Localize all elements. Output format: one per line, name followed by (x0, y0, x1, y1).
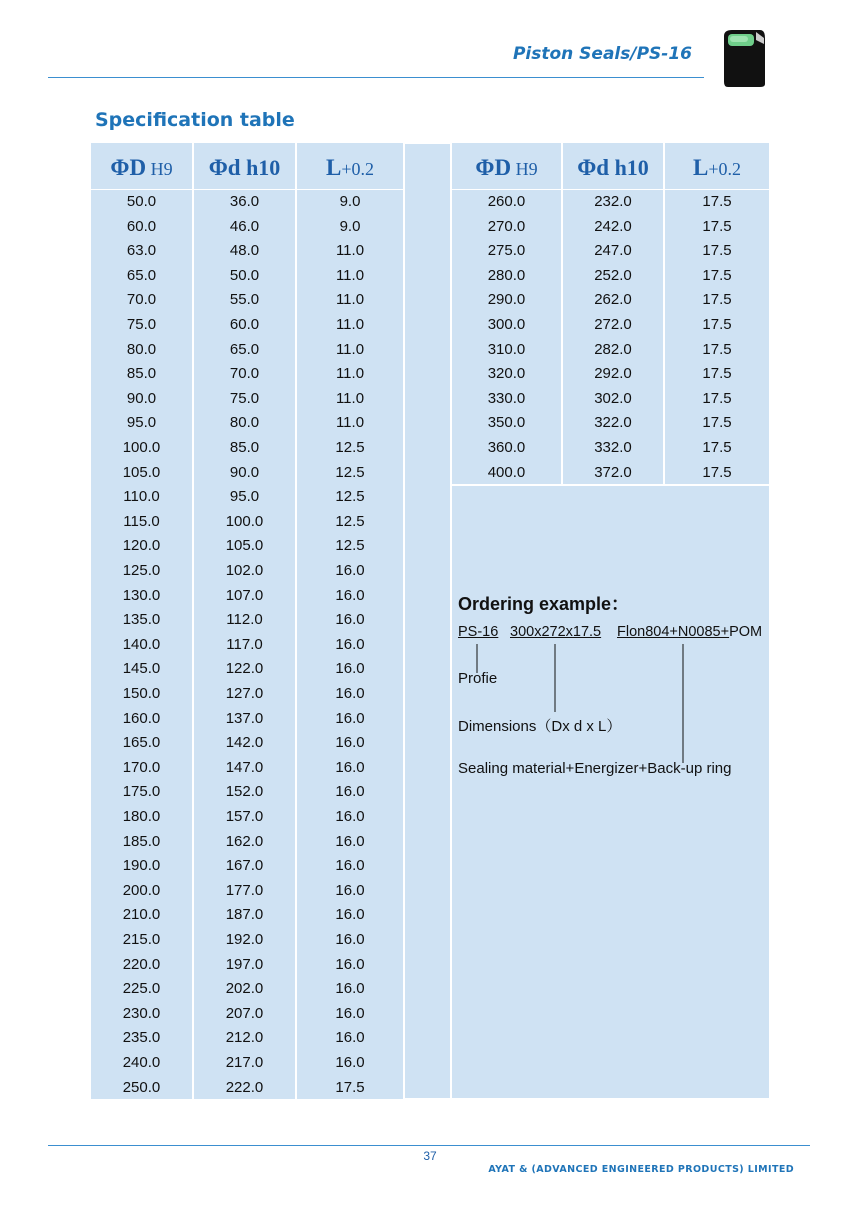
table-cell: 117.0 (194, 633, 295, 656)
table-cell: 372.0 (563, 461, 663, 484)
ordering-code-material-rest: POM (729, 624, 763, 640)
ordering-label-material: Sealing material+Energizer+Back-up ring (458, 760, 732, 777)
table-cell: 102.0 (194, 559, 295, 582)
table-cell: 192.0 (194, 928, 295, 951)
table-cell: 322.0 (563, 411, 663, 434)
table-cell: 320.0 (452, 362, 561, 385)
table-cell: 36.0 (194, 190, 295, 213)
table-cell: 16.0 (297, 731, 403, 754)
table-cell: 16.0 (297, 608, 403, 631)
table-cell: 16.0 (297, 928, 403, 951)
table-cell: 360.0 (452, 436, 561, 459)
table-cell: 80.0 (91, 338, 192, 361)
table-cell: 105.0 (194, 534, 295, 557)
table-cell: 150.0 (91, 682, 192, 705)
table-cell: 17.5 (665, 190, 769, 213)
ordering-label-dimensions: Dimensions（Dx d x L） (458, 718, 622, 735)
table-cell: 16.0 (297, 1002, 403, 1025)
ordering-code-material-underlined: Flon804+N0085+ (617, 624, 730, 640)
table-cell: 282.0 (563, 338, 663, 361)
table-cell: 252.0 (563, 264, 663, 287)
section-title: Specification table (95, 109, 295, 131)
table-cell: 16.0 (297, 805, 403, 828)
table-cell: 200.0 (91, 879, 192, 902)
table-cell: 16.0 (297, 879, 403, 902)
table-cell: 12.5 (297, 534, 403, 557)
table-cell: 16.0 (297, 780, 403, 803)
table-cell: 11.0 (297, 313, 403, 336)
table-cell: 177.0 (194, 879, 295, 902)
table-cell: 70.0 (91, 288, 192, 311)
table-cell: 65.0 (91, 264, 192, 287)
table-cell: 330.0 (452, 387, 561, 410)
table-cell: 107.0 (194, 584, 295, 607)
table-cell: 215.0 (91, 928, 192, 951)
table-cell: 11.0 (297, 288, 403, 311)
header-title: Piston Seals/PS-16 (512, 44, 692, 64)
table-cell: 17.5 (665, 288, 769, 311)
table-cell: 262.0 (563, 288, 663, 311)
table-cell: 112.0 (194, 608, 295, 631)
header-outer-diameter-right (452, 143, 561, 189)
table-cell: 75.0 (194, 387, 295, 410)
ordering-example (458, 588, 770, 788)
table-cell: 180.0 (91, 805, 192, 828)
table-cell: 300.0 (452, 313, 561, 336)
table-cell: 16.0 (297, 756, 403, 779)
header-inner-diameter (194, 143, 295, 189)
table-cell: 17.5 (665, 239, 769, 262)
table-cell: 16.0 (297, 977, 403, 1000)
table-cell: 11.0 (297, 411, 403, 434)
header-inner-diameter-symbol: Φd (208, 155, 241, 180)
table-cell: 55.0 (194, 288, 295, 311)
table-cell: 16.0 (297, 1051, 403, 1074)
table-cell: 85.0 (91, 362, 192, 385)
table-cell: 17.5 (665, 313, 769, 336)
table-cell: 9.0 (297, 215, 403, 238)
table-cell: 100.0 (91, 436, 192, 459)
header-inner-diameter-tol: h10 (240, 155, 281, 180)
table-cell: 16.0 (297, 633, 403, 656)
table-cell: 135.0 (91, 608, 192, 631)
table-cell: 60.0 (91, 215, 192, 238)
table-cell: 16.0 (297, 830, 403, 853)
table-cell: 217.0 (194, 1051, 295, 1074)
table-cell: 207.0 (194, 1002, 295, 1025)
header-outer-diameter (91, 143, 192, 189)
table-cell: 162.0 (194, 830, 295, 853)
table-cell: 12.5 (297, 461, 403, 484)
table-cell: 70.0 (194, 362, 295, 385)
table-cell: 167.0 (194, 854, 295, 877)
header-rule (48, 77, 704, 78)
table-col-sep (403, 143, 405, 1099)
table-cell: 60.0 (194, 313, 295, 336)
table-cell: 17.5 (297, 1076, 403, 1099)
table-cell: 16.0 (297, 903, 403, 926)
header-outer-diameter-right-tol: H9 (511, 159, 538, 179)
header-length-tol: +0.2 (341, 159, 374, 179)
table-cell: 222.0 (194, 1076, 295, 1099)
table-cell: 105.0 (91, 461, 192, 484)
table-cell: 290.0 (452, 288, 561, 311)
table-cell: 220.0 (91, 953, 192, 976)
table-cell: 350.0 (452, 411, 561, 434)
header-inner-diameter-right-tol: h10 (609, 155, 649, 180)
table-cell: 100.0 (194, 510, 295, 533)
header-outer-diameter-symbol: ΦD (110, 155, 147, 180)
table-cell: 310.0 (452, 338, 561, 361)
table-cell: 152.0 (194, 780, 295, 803)
table-cell: 12.5 (297, 485, 403, 508)
table-cell: 46.0 (194, 215, 295, 238)
table-cell: 16.0 (297, 953, 403, 976)
table-cell: 275.0 (452, 239, 561, 262)
table-cell: 17.5 (665, 436, 769, 459)
header-length-symbol: L (326, 155, 342, 180)
table-cell: 11.0 (297, 338, 403, 361)
header-length-right-symbol: L (693, 155, 709, 180)
table-cell: 17.5 (665, 215, 769, 238)
table-cell: 185.0 (91, 830, 192, 853)
ordering-code-profile: PS-16 (458, 624, 499, 640)
table-cell: 75.0 (91, 313, 192, 336)
table-cell: 240.0 (91, 1051, 192, 1074)
table-cell: 332.0 (563, 436, 663, 459)
table-cell: 17.5 (665, 461, 769, 484)
table-cell: 12.5 (297, 510, 403, 533)
table-cell: 16.0 (297, 682, 403, 705)
table-cell: 80.0 (194, 411, 295, 434)
table-cell: 115.0 (91, 510, 192, 533)
table-cell: 230.0 (91, 1002, 192, 1025)
table-cell: 260.0 (452, 190, 561, 213)
table-cell: 16.0 (297, 657, 403, 680)
table-cell: 137.0 (194, 707, 295, 730)
table-cell: 17.5 (665, 264, 769, 287)
header-inner-diameter-right (563, 143, 663, 189)
table-cell: 48.0 (194, 239, 295, 262)
table-cell: 17.5 (665, 411, 769, 434)
table-cell: 232.0 (563, 190, 663, 213)
table-cell: 12.5 (297, 436, 403, 459)
table-cell: 16.0 (297, 559, 403, 582)
table-cell: 202.0 (194, 977, 295, 1000)
table-cell: 272.0 (563, 313, 663, 336)
table-cell: 250.0 (91, 1076, 192, 1099)
table-cell: 247.0 (563, 239, 663, 262)
table-cell: 190.0 (91, 854, 192, 877)
table-cell: 225.0 (91, 977, 192, 1000)
table-cell: 242.0 (563, 215, 663, 238)
table-cell: 90.0 (194, 461, 295, 484)
header-length-right (665, 143, 769, 189)
table-cell: 120.0 (91, 534, 192, 557)
table-cell: 147.0 (194, 756, 295, 779)
header-outer-diameter-tol: H9 (146, 159, 173, 179)
table-cell: 130.0 (91, 584, 192, 607)
table-cell: 11.0 (297, 387, 403, 410)
table-cell: 11.0 (297, 239, 403, 262)
table-cell: 140.0 (91, 633, 192, 656)
table-cell: 16.0 (297, 707, 403, 730)
header-length (297, 143, 403, 189)
ordering-label-profile: Profie (458, 670, 498, 687)
table-cell: 292.0 (563, 362, 663, 385)
table-cell: 17.5 (665, 338, 769, 361)
page-number: 37 (423, 1149, 437, 1163)
table-cell: 16.0 (297, 854, 403, 877)
table-cell: 175.0 (91, 780, 192, 803)
table-cell: 160.0 (91, 707, 192, 730)
table-cell: 85.0 (194, 436, 295, 459)
table-cell: 400.0 (452, 461, 561, 484)
table-cell: 110.0 (91, 485, 192, 508)
table-cell: 157.0 (194, 805, 295, 828)
header-outer-diameter-right-symbol: ΦD (475, 155, 512, 180)
table-cell: 50.0 (91, 190, 192, 213)
table-cell: 95.0 (91, 411, 192, 434)
header-length-right-tol: +0.2 (708, 159, 741, 179)
table-cell: 187.0 (194, 903, 295, 926)
table-border-bottom (90, 1098, 770, 1099)
table-cell: 127.0 (194, 682, 295, 705)
table-cell: 170.0 (91, 756, 192, 779)
ordering-title: Ordering example： (458, 594, 630, 614)
table-cell: 210.0 (91, 903, 192, 926)
footer-rule (48, 1145, 810, 1146)
footer-company: AYAT & (ADVANCED ENGINEERED PRODUCTS) LIMITED (488, 1164, 794, 1175)
table-cell: 197.0 (194, 953, 295, 976)
table-cell: 212.0 (194, 1026, 295, 1049)
table-cell: 11.0 (297, 264, 403, 287)
table-cell: 270.0 (452, 215, 561, 238)
table-cell: 142.0 (194, 731, 295, 754)
table-cell: 63.0 (91, 239, 192, 262)
table-cell: 122.0 (194, 657, 295, 680)
table-cell: 280.0 (452, 264, 561, 287)
table-cell: 302.0 (563, 387, 663, 410)
table-cell: 125.0 (91, 559, 192, 582)
table-cell: 65.0 (194, 338, 295, 361)
table-cell: 17.5 (665, 387, 769, 410)
table-cell: 165.0 (91, 731, 192, 754)
table-cell: 17.5 (665, 362, 769, 385)
seal-profile-icon (720, 28, 766, 88)
table-cell: 50.0 (194, 264, 295, 287)
header-inner-diameter-right-symbol: Φd (577, 155, 610, 180)
ordering-code-dimensions: 300x272x17.5 (510, 624, 602, 640)
table-cell: 95.0 (194, 485, 295, 508)
table-cell: 11.0 (297, 362, 403, 385)
table-right-bottom-rule (452, 484, 770, 486)
table-cell: 90.0 (91, 387, 192, 410)
table-cell: 235.0 (91, 1026, 192, 1049)
table-cell: 145.0 (91, 657, 192, 680)
ordering-leader-lines (458, 588, 770, 788)
table-cell: 16.0 (297, 584, 403, 607)
table-cell: 16.0 (297, 1026, 403, 1049)
table-cell: 9.0 (297, 190, 403, 213)
